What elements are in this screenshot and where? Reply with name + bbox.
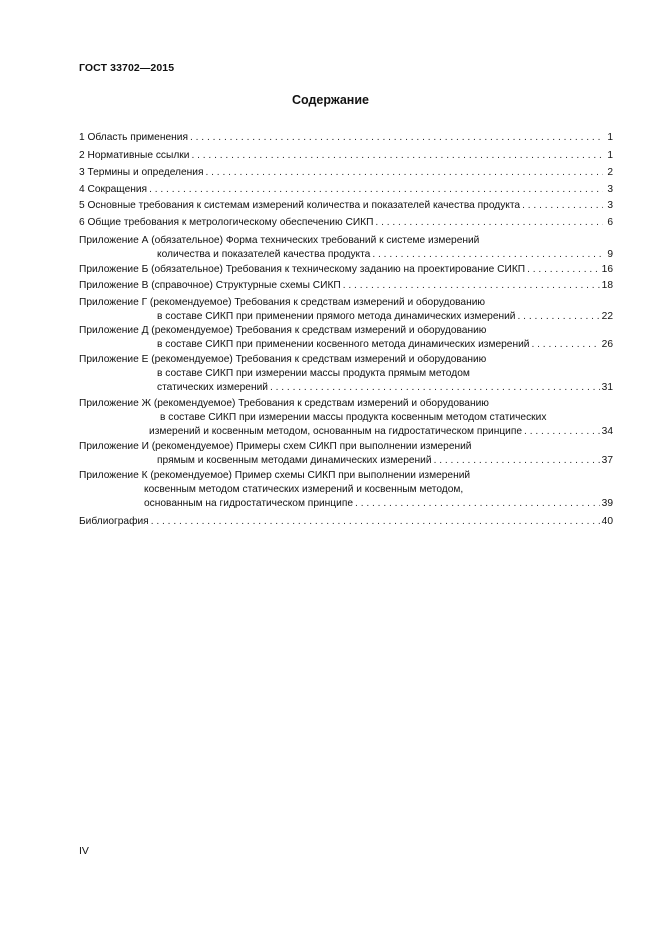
dot-leader [518, 310, 600, 324]
toc-page-number: 40 [601, 516, 613, 527]
toc-entry-text: Приложение И (рекомендуемое) Примеры схем СИКП при выполнении измерений [79, 441, 472, 452]
toc-page-number: 1 [607, 150, 613, 161]
dot-leader [343, 279, 600, 293]
toc-entry-text: Приложение В (справочное) Структурные схемы СИКП [79, 280, 341, 291]
dot-leader [270, 381, 600, 395]
toc-entry-text: 4 Сокращения [79, 184, 148, 195]
document-id: ГОСТ 33702—2015 [79, 62, 175, 74]
dot-leader [434, 454, 600, 468]
toc-page-number: 6 [607, 217, 613, 228]
toc-entry-text: Приложение Д (рекомендуемое) Требования к средствам измерений и оборудованию [79, 325, 487, 336]
toc-page-number: 37 [601, 455, 613, 466]
toc-entry-text: 5 Основные требования к системам измерений количества и показателей качества продукта [79, 200, 521, 211]
toc-entry[interactable] [79, 397, 613, 439]
toc-entry[interactable] [79, 183, 613, 197]
toc-page-number: 34 [601, 426, 613, 437]
dot-leader [372, 248, 603, 262]
toc-entry-text: 1 Область применения [79, 132, 188, 143]
dot-leader [375, 216, 603, 230]
toc-page-number: 22 [601, 311, 613, 322]
toc-entry-text: количества и показателей качества продукта [157, 249, 371, 260]
toc-entry[interactable] [79, 440, 613, 468]
toc-entry-text: статических измерений [157, 382, 268, 393]
page-number: IV [79, 845, 89, 857]
toc-entry[interactable] [79, 296, 613, 324]
dot-leader [522, 199, 603, 213]
dot-leader [151, 515, 600, 529]
toc-entry[interactable] [79, 199, 613, 213]
toc-entry-text: в составе СИКП при измерении массы продукта косвенным методом статических [160, 412, 547, 423]
dot-leader [205, 166, 603, 180]
toc-entry-text: в составе СИКП при применении прямого метода динамических измерений [157, 311, 516, 322]
toc-page-number: 39 [601, 498, 613, 509]
toc-page-number: 9 [607, 249, 613, 260]
toc-page-number: 3 [607, 184, 613, 195]
toc-entry[interactable] [79, 166, 613, 180]
dot-leader [527, 263, 600, 277]
dot-leader [149, 183, 603, 197]
toc-entry-text: в составе СИКП при применении косвенного метода динамических измерений [157, 339, 530, 350]
dot-leader [524, 425, 600, 439]
toc-entry-text: 6 Общие требования к метрологическому обеспечению СИКП [79, 217, 374, 228]
dot-leader [355, 497, 600, 511]
toc-entry[interactable] [79, 131, 613, 145]
toc-entry-text: Приложение А (обязательное) Форма технических требований к системе измерений [79, 235, 480, 246]
toc-entry-text: 2 Нормативные ссылки [79, 150, 190, 161]
toc-entry[interactable] [79, 353, 613, 395]
toc-entry[interactable] [79, 324, 613, 352]
toc-entry[interactable] [79, 216, 613, 230]
toc-page-number: 1 [607, 132, 613, 143]
toc-entry-text: косвенным методом статических измерений и косвенным методом, [144, 484, 464, 495]
toc-page-number: 26 [601, 339, 613, 350]
toc-entry-text: Приложение Б (обязательное) Требования к техническому заданию на проектирование СИКП [79, 264, 526, 275]
toc-entry-text: 3 Термины и определения [79, 167, 204, 178]
page-title: Содержание [291, 93, 369, 107]
toc-page-number: 31 [601, 382, 613, 393]
toc-entry-text: Приложение Г (рекомендуемое) Требования к средствам измерений и оборудованию [79, 297, 486, 308]
toc-entry-text: Библиография [79, 516, 149, 527]
toc-entry[interactable] [79, 149, 613, 163]
toc-entry-text: Приложение Е (рекомендуемое) Требования к средствам измерений и оборудованию [79, 354, 487, 365]
toc-entry-text: Приложение Ж (рекомендуемое) Требования к средствам измерений и оборудованию [79, 398, 489, 409]
toc-entry-text: Приложение К (рекомендуемое) Пример схемы СИКП при выполнении измерений [79, 470, 471, 481]
dot-leader [190, 131, 603, 145]
toc-page-number: 2 [607, 167, 613, 178]
toc-page-number: 3 [607, 200, 613, 211]
toc-entry-text: прямым и косвенным методами динамических измерений [157, 455, 432, 466]
toc-entry[interactable] [79, 279, 613, 293]
toc-entry-text: измерений и косвенным методом, основанным на гидростатическом принципе [149, 426, 523, 437]
toc-entry[interactable] [79, 469, 613, 511]
toc-page-number: 16 [601, 264, 613, 275]
dot-leader [191, 149, 603, 163]
toc-entry-text: в составе СИКП при измерении массы продукта прямым методом [157, 368, 470, 379]
dot-leader [531, 338, 599, 352]
toc-entry[interactable] [79, 234, 613, 262]
toc-page-number: 18 [601, 280, 613, 291]
toc-entry-text: основанным на гидростатическом принципе [144, 498, 354, 509]
toc-entry[interactable] [79, 515, 613, 529]
toc-entry[interactable] [79, 263, 613, 277]
